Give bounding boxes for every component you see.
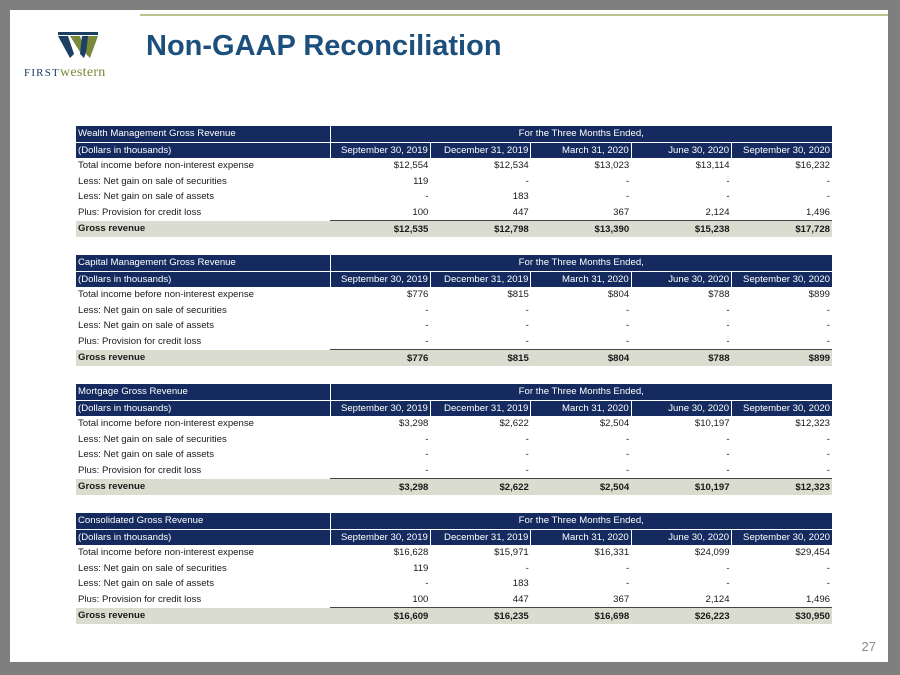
row-value: $13,114 [695,160,730,172]
total-value: $2,504 [531,479,631,496]
column-header: September 30, 2020 [732,400,832,416]
row-value: - [826,464,830,476]
row-value: - [625,191,630,203]
row-value: - [826,578,830,590]
row-value: $788 [708,289,730,301]
table-row [76,592,832,608]
row-value: - [726,449,730,461]
top-divider [140,14,888,16]
table-row [76,463,832,479]
period-header: For the Three Months Ended, [330,255,832,271]
row-value: - [625,335,630,347]
row-value: 100 [412,206,429,218]
row-value: - [525,335,529,347]
row-label: Less: Net gain on sale of securities [78,175,227,187]
row-label: Less: Net gain on sale of securities [78,562,227,574]
column-header: September 30, 2019 [330,271,430,287]
total-value: $16,698 [531,608,631,625]
row-value: $12,554 [393,160,429,172]
row-value: - [625,449,630,461]
row-value: 183 [512,578,529,590]
total-value: $2,622 [430,479,530,496]
row-value: - [726,191,730,203]
row-label: Less: Net gain on sale of securities [78,433,227,445]
page-title: Non-GAAP Reconciliation [146,30,502,62]
period-header: For the Three Months Ended, [330,126,832,142]
section-header-row [76,384,832,400]
row-value: $12,323 [795,418,830,430]
total-value: $815 [430,350,530,367]
table-row [76,189,832,205]
page-number: 27 [861,639,876,654]
row-value: $13,023 [594,160,630,172]
row-value: - [525,304,529,316]
table-row [76,576,832,592]
row-label: Plus: Provision for credit loss [78,465,202,476]
total-label: Gross revenue [76,608,330,625]
table-row [76,318,832,334]
row-value: 119 [413,175,429,187]
reconciliation-table [76,384,832,495]
row-value: - [425,320,429,332]
row-value: $16,628 [393,547,429,559]
row-value: - [425,335,429,347]
section-title: Capital Management Gross Revenue [76,255,330,271]
total-value: $12,323 [732,479,832,496]
row-value: - [625,562,630,574]
row-value: - [525,320,529,332]
column-header-row [76,142,832,158]
column-header: September 30, 2020 [732,529,832,545]
column-header: September 30, 2020 [732,142,832,158]
total-label: Gross revenue [76,350,330,367]
period-header: For the Three Months Ended, [330,513,832,529]
logo-w-icon [58,32,98,60]
table-row [76,447,832,463]
row-value: - [625,578,630,590]
row-value: - [425,304,429,316]
row-label: Less: Net gain on sale of assets [78,578,214,590]
table-row [76,545,832,561]
total-value: $17,728 [732,221,832,238]
logo-word-first: FIRST [24,67,60,79]
row-value: - [525,433,529,445]
units-label: (Dollars in thousands) [76,271,330,287]
column-header-row [76,529,832,545]
column-header: December 31, 2019 [430,400,530,416]
table-row [76,303,832,319]
row-value: - [525,449,529,461]
table-row [76,174,832,190]
table-row [76,561,832,577]
row-label: Plus: Provision for credit loss [78,594,202,605]
table-row [76,158,832,174]
column-header: September 30, 2019 [330,529,430,545]
row-value: - [625,464,630,476]
column-header: June 30, 2020 [631,529,731,545]
row-value: 447 [512,206,529,218]
logo-wordmark [24,64,134,81]
total-value: $776 [330,350,430,367]
total-value: $12,535 [330,221,430,238]
row-label: Less: Net gain on sale of securities [78,304,227,316]
section-title: Wealth Management Gross Revenue [76,126,330,142]
column-header: March 31, 2020 [531,400,631,416]
row-value: $16,331 [594,547,630,559]
column-header: December 31, 2019 [430,142,530,158]
total-row [76,479,832,496]
total-value: $788 [631,350,731,367]
column-header-row [76,400,832,416]
row-value: - [826,175,830,187]
total-value: $12,798 [430,221,530,238]
row-value: - [425,191,429,203]
column-header: September 30, 2019 [330,142,430,158]
row-value: $24,099 [694,547,730,559]
column-header: June 30, 2020 [631,271,731,287]
row-label: Total income before non-interest expense [78,547,254,559]
row-value: - [425,464,429,476]
column-header: June 30, 2020 [631,400,731,416]
company-logo [24,32,134,92]
row-value: - [726,578,730,590]
row-value: $815 [507,289,529,301]
row-label: Less: Net gain on sale of assets [78,191,214,203]
table-row [76,432,832,448]
total-value: $13,390 [531,221,631,238]
row-value: - [726,175,730,187]
row-value: - [525,464,529,476]
row-value: $2,622 [499,418,529,430]
row-value: $804 [607,289,630,301]
row-value: $15,971 [494,547,529,559]
reconciliation-table [76,255,832,366]
row-value: - [525,175,529,187]
column-header: September 30, 2020 [732,271,832,287]
row-value: - [726,562,730,574]
column-header-row [76,271,832,287]
table-row [76,287,832,303]
total-value: $10,197 [631,479,731,496]
column-header: December 31, 2019 [430,529,530,545]
row-value: 367 [613,593,630,605]
row-value: - [826,562,830,574]
reconciliation-table [76,513,832,624]
column-header: September 30, 2019 [330,400,430,416]
total-value: $899 [732,350,832,367]
units-label: (Dollars in thousands) [76,529,330,545]
row-label: Less: Net gain on sale of assets [78,449,214,461]
row-value: $16,232 [795,160,830,172]
total-value: $3,298 [330,479,430,496]
row-value: - [625,433,630,445]
row-value: 119 [413,562,429,574]
row-value: - [726,464,730,476]
total-value: $804 [531,350,631,367]
total-value: $16,609 [330,608,430,625]
column-header: March 31, 2020 [531,271,631,287]
row-label: Less: Net gain on sale of assets [78,320,214,332]
row-value: $2,504 [599,418,630,430]
section-header-row [76,126,832,142]
row-label: Total income before non-interest expense [78,160,254,172]
row-value: 100 [412,593,429,605]
column-header: June 30, 2020 [631,142,731,158]
table-row [76,205,832,221]
units-label: (Dollars in thousands) [76,400,330,416]
row-value: - [625,175,630,187]
row-value: $29,454 [795,547,830,559]
row-value: - [726,335,730,347]
row-value: $776 [407,289,429,301]
row-value: 2,124 [705,593,730,605]
total-value: $30,950 [732,608,832,625]
row-value: - [425,578,429,590]
units-label: (Dollars in thousands) [76,142,330,158]
row-value: - [826,191,830,203]
row-value: - [826,449,830,461]
row-value: $12,534 [494,160,529,172]
row-label: Plus: Provision for credit loss [78,336,202,347]
row-value: - [726,304,730,316]
row-value: 183 [512,191,529,203]
column-header: March 31, 2020 [531,142,631,158]
row-value: $899 [808,289,830,301]
row-value: - [425,433,429,445]
reconciliation-table [76,126,832,237]
row-value: 367 [613,206,630,218]
row-value: - [726,320,730,332]
total-row [76,350,832,367]
row-value: - [525,562,529,574]
logo-word-western: western [59,65,106,80]
total-row [76,608,832,625]
total-label: Gross revenue [76,221,330,238]
total-row [76,221,832,238]
total-value: $15,238 [631,221,731,238]
row-value: - [625,304,630,316]
row-value: 447 [512,593,529,605]
row-value: - [826,433,830,445]
row-value: 2,124 [705,206,730,218]
row-value: - [826,320,830,332]
row-value: - [425,449,429,461]
table-row [76,416,832,432]
row-value: - [625,320,630,332]
row-label: Plus: Provision for credit loss [78,207,202,218]
row-label: Total income before non-interest expense [78,289,254,301]
row-label: Total income before non-interest expense [78,418,254,430]
row-value: $3,298 [399,418,429,430]
row-value: 1,496 [805,206,830,218]
section-title: Mortgage Gross Revenue [76,384,330,400]
column-header: December 31, 2019 [430,271,530,287]
section-header-row [76,255,832,271]
total-value: $26,223 [631,608,731,625]
table-row [76,334,832,350]
row-value: - [726,433,730,445]
total-label: Gross revenue [76,479,330,496]
period-header: For the Three Months Ended, [330,384,832,400]
section-title: Consolidated Gross Revenue [76,513,330,529]
row-value: 1,496 [805,593,830,605]
row-value: $10,197 [694,418,730,430]
total-value: $16,235 [430,608,530,625]
row-value: - [826,304,830,316]
row-value: - [826,335,830,347]
column-header: March 31, 2020 [531,529,631,545]
section-header-row [76,513,832,529]
